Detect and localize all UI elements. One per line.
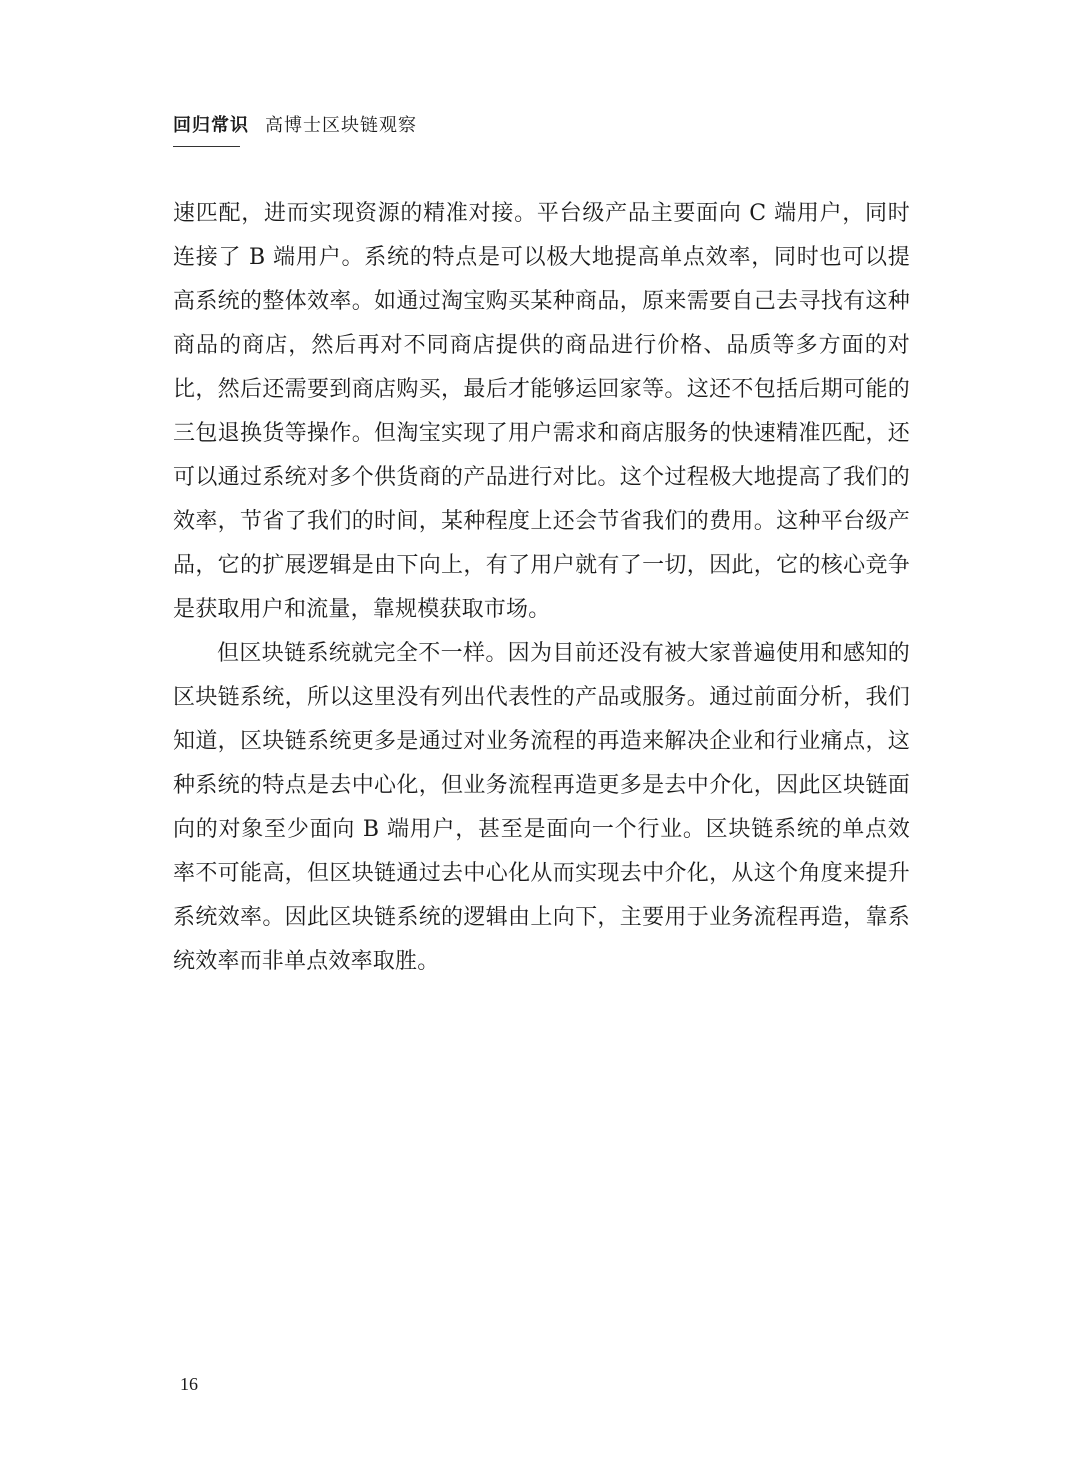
paragraph-1: 速匹配，进而实现资源的精准对接。平台级产品主要面向 C 端用户，同时连接了 B 端用户。系统的特点是可以极大地提高单点效率，同时也可以提高系统的整体效率。如通过淘宝购买某种商品，原来需要自己去寻找有这种商品的商店，然后再对不同商店提供的商品进行价格、品质等多方面的对比，然后还需要到商店购买，最后才能够运回家等。这还不包括后期可能的三包退换货等操作。但淘宝实现了用户需求和商店服务的快速精准匹配，还可以通过系统对多个供货商的产品进行对比。这个过程极大地提高了我们的效率，节省了我们的时间，某种程度上还会节省我们的费用。这种平台级产品，它的扩展逻辑是由下向上，有了用户就有了一切，因此，它的核心竞争是获取用户和流量，靠规模获取市场。 <box>173 201 910 622</box>
page-number: 16 <box>180 1374 198 1394</box>
running-header <box>173 113 417 139</box>
body-text <box>173 192 910 984</box>
book-subtitle: 高博士区块链观察 <box>265 115 417 136</box>
book-title: 回归常识 <box>173 115 249 136</box>
paragraph-2: 但区块链系统就完全不一样。因为目前还没有被大家普遍使用和感知的区块链系统，所以这里没有列出代表性的产品或服务。通过前面分析，我们知道，区块链系统更多是通过对业务流程的再造来解决企业和行业痛点，这种系统的特点是去中心化，但业务流程再造更多是去中介化，因此区块链面向的对象至少面向 B 端用户，甚至是面向一个行业。区块链系统的单点效率不可能高，但区块链通过去中心化从而实现去中介化，从这个角度来提升系统效率。因此区块链系统的逻辑由上向下，主要用于业务流程再造，靠系统效率而非单点效率取胜。 <box>173 641 910 974</box>
header-rule <box>173 146 240 147</box>
